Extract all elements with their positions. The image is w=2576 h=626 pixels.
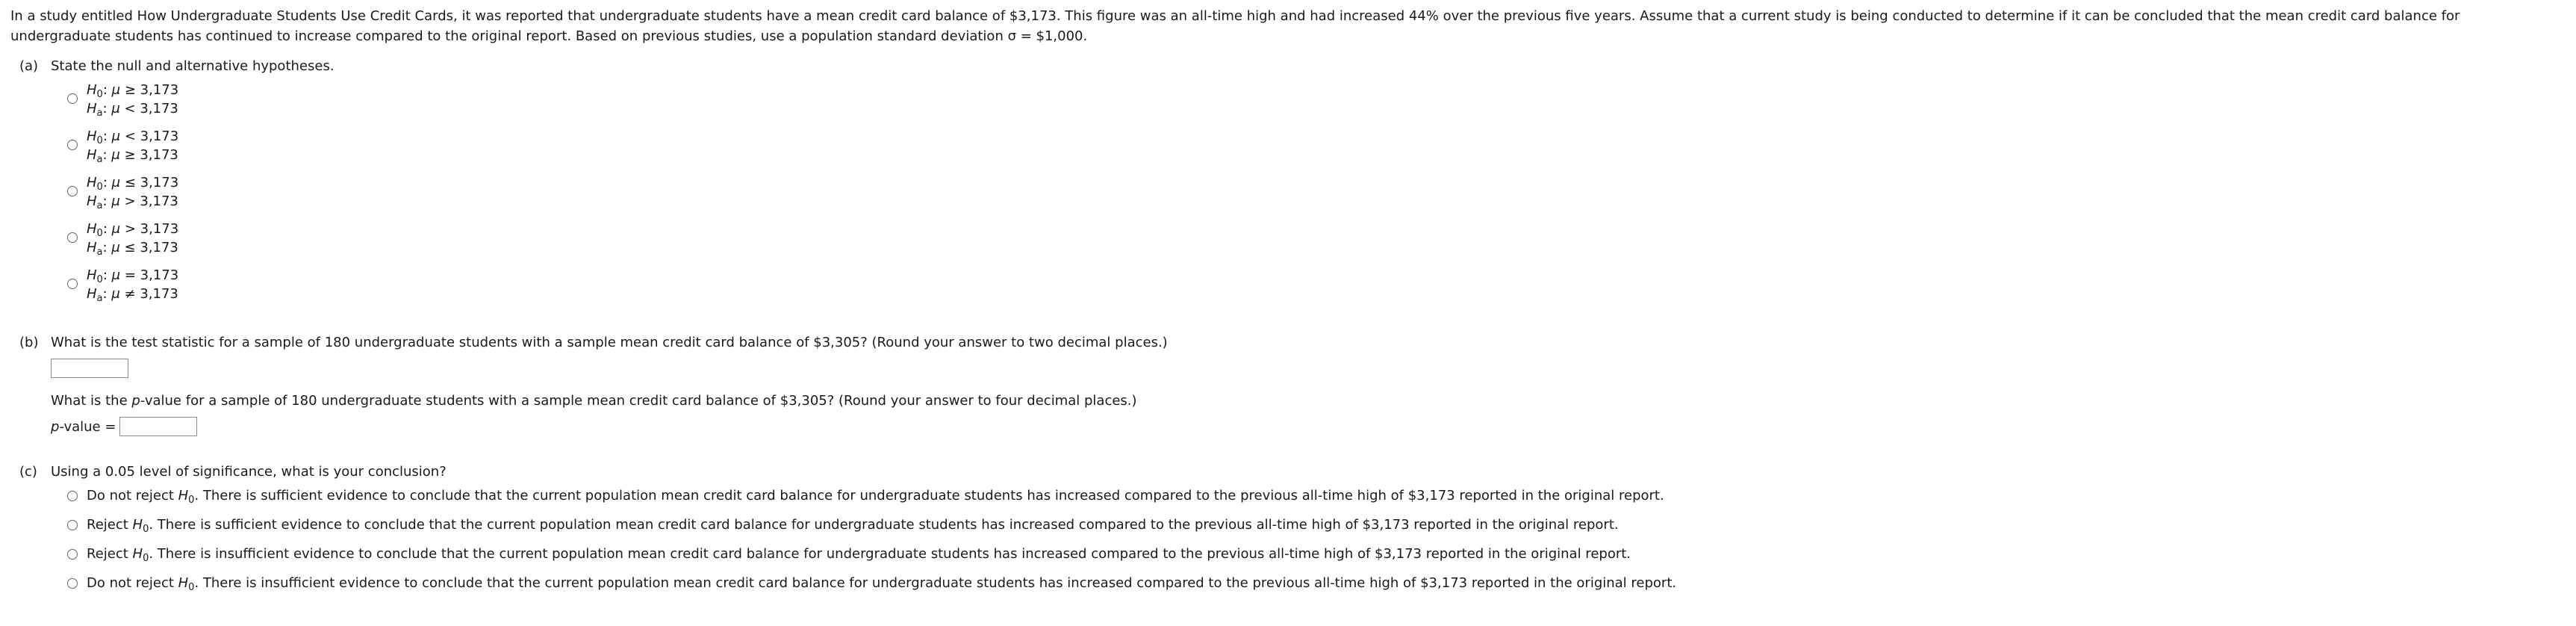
problem-intro: In a study entitled How Undergraduate Students Use Credit Cards, it was reported that undergraduate students have a mean credit card balance of $3,173. This figure was an all-time high and had increased 44% over the previous five years. Assume that a current study is being conducted to determine if it can be concluded that the mean credit card balance for undergraduate students has continued to increase compared to the original report. Based on previous studies, use a population standard deviation σ = $1,000. — [10, 8, 2460, 44]
part-b-question-test-statistic: What is the test statistic for a sample of 180 undergraduate students with a sample mean credit card balance of $3,305? (Round your answer to two decimal places.) — [51, 335, 1168, 350]
test-statistic-input[interactable] — [51, 359, 128, 378]
conclusion-option-4[interactable]: Do not reject $H_0$. There is insufficient evidence to conclude that the current population mean credit card balance for undergraduate students has increased compared to the previous all-time high of $3,173 reported in the original report. — [87, 575, 1677, 593]
alternative-hypothesis: $H_a$: μ ≤ 3,173 — [87, 240, 178, 258]
hypothesis-option-5-radio[interactable] — [67, 279, 78, 289]
hypothesis-option-5[interactable] — [87, 266, 178, 303]
conclusion-option-1-radio[interactable] — [67, 491, 78, 501]
hypothesis-option-3-radio[interactable] — [67, 186, 78, 196]
part-b-question-pvalue: What is the p-value for a sample of 180 undergraduate students with a sample mean credit card balance of $3,305? (Round your answer to four decimal places.) — [51, 393, 1137, 409]
hypothesis-option-2[interactable] — [87, 127, 178, 164]
null-hypothesis: $H_0$: μ ≥ 3,173 — [87, 82, 179, 100]
pvalue-label: p-value = — [51, 419, 116, 435]
alternative-hypothesis: $H_a$: μ ≥ 3,173 — [87, 147, 178, 165]
alternative-hypothesis: $H_a$: μ ≠ 3,173 — [87, 286, 178, 304]
part-c-label: (c) — [19, 464, 37, 480]
part-c-question: Using a 0.05 level of significance, what is your conclusion? — [51, 464, 447, 480]
hypothesis-option-4[interactable] — [87, 220, 178, 257]
conclusion-option-1[interactable]: Do not reject $H_0$. There is sufficient evidence to conclude that the current population mean credit card balance for undergraduate students has increased compared to the previous all-time high of $3,173 reported in the original report. — [87, 488, 1664, 506]
conclusion-option-3[interactable]: Reject $H_0$. There is insufficient evidence to conclude that the current population mean credit card balance for undergraduate students has increased compared to the previous all-time high of $3,173 reported in the original report. — [87, 546, 1631, 564]
hypothesis-option-2-radio[interactable] — [67, 140, 78, 150]
hypothesis-option-3[interactable] — [87, 173, 178, 211]
null-hypothesis: $H_0$: μ ≤ 3,173 — [87, 175, 179, 193]
hypothesis-option-4-radio[interactable] — [67, 232, 78, 243]
part-a-label: (a) — [19, 58, 39, 74]
null-hypothesis: $H_0$: μ = 3,173 — [87, 267, 179, 285]
hypothesis-option-1-radio[interactable] — [67, 93, 78, 104]
pvalue-input[interactable] — [119, 417, 197, 436]
conclusion-option-2-radio[interactable] — [67, 520, 78, 530]
conclusion-option-2[interactable]: Reject $H_0$. There is sufficient evidence to conclude that the current population mean credit card balance for undergraduate students has increased compared to the previous all-time high of $3,173 reported in the original report. — [87, 517, 1619, 535]
alternative-hypothesis: $H_a$: μ > 3,173 — [87, 193, 178, 211]
null-hypothesis: $H_0$: μ > 3,173 — [87, 221, 179, 239]
conclusion-option-4-radio[interactable] — [67, 578, 78, 589]
null-hypothesis: $H_0$: μ < 3,173 — [87, 128, 179, 146]
alternative-hypothesis: $H_a$: μ < 3,173 — [87, 101, 178, 119]
part-a-question: State the null and alternative hypotheses. — [51, 58, 335, 74]
hypothesis-option-1[interactable] — [87, 81, 178, 118]
part-b-label: (b) — [19, 335, 39, 350]
conclusion-option-3-radio[interactable] — [67, 549, 78, 560]
